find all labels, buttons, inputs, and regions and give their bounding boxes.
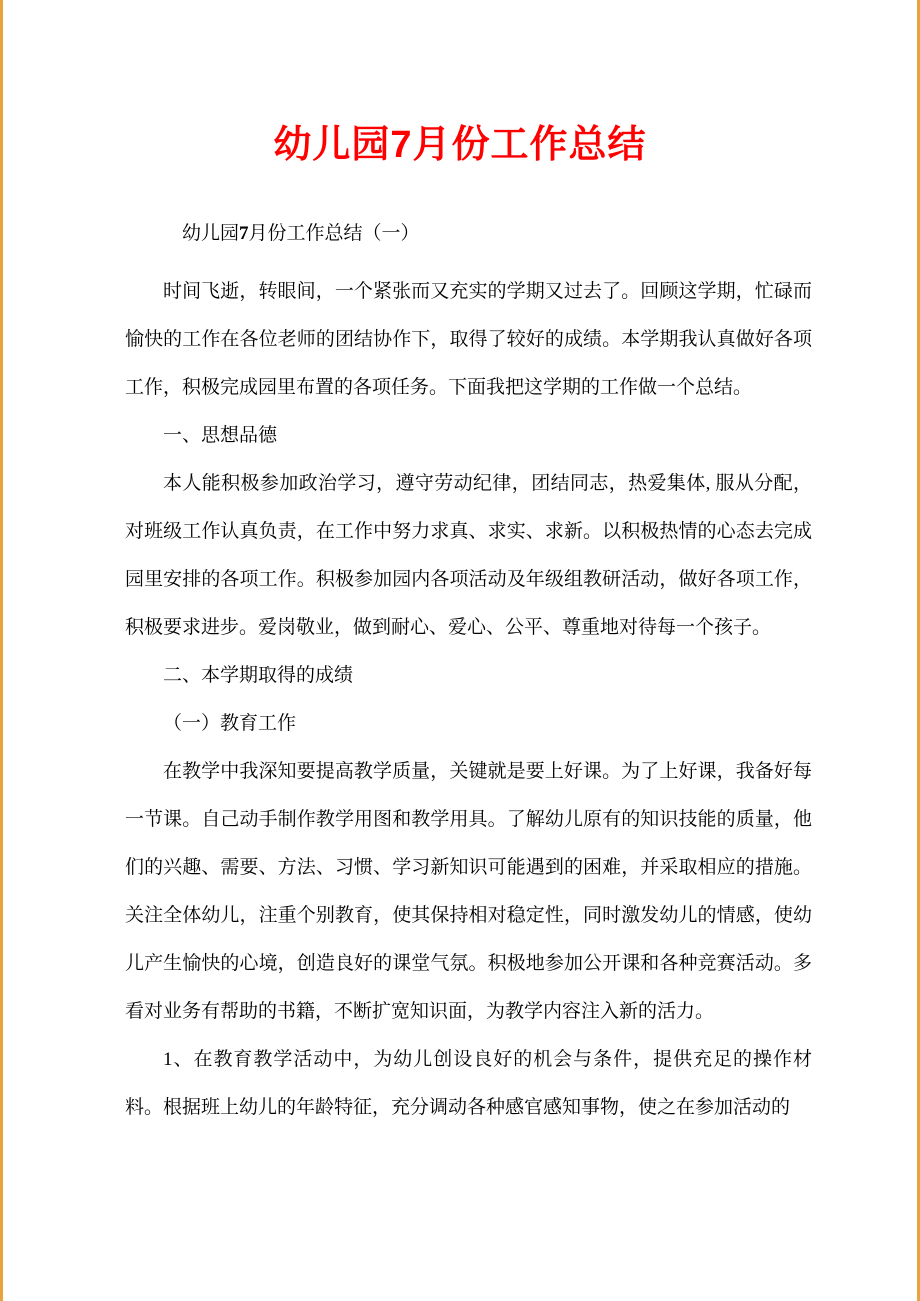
- subtitle-suffix: 月份工作总结（一）: [248, 223, 420, 244]
- page-border-left: [0, 0, 3, 1301]
- paragraph-intro: 时间飞逝，转眼间，一个紧张而又充实的学期又过去了。回顾这学期，忙碌而愉快的工作在各位老师的团结协作下，取得了较好的成绩。本学期我认真做好各项工作，积极完成园里布置的各项任务。下面我把这学期的工作做一个总结。: [125, 281, 812, 398]
- heading-section-2: 二、本学期取得的成绩: [163, 665, 354, 686]
- subtitle-prefix: 幼儿园: [182, 223, 240, 244]
- document-body: [125, 210, 812, 1132]
- paragraph-item-1: 1、在教育教学活动中，为幼儿创设良好的机会与条件，提供充足的操作材料。根据班上幼儿的年龄特征，充分调动各种感官感知事物，使之在参加活动的: [125, 1049, 812, 1118]
- paragraph-teaching: 在教学中我深知要提高教学质量，关键就是要上好课。为了上好课，我备好每一节课。自己动手制作教学用图和教学用具。了解幼儿原有的知识技能的质量，他们的兴趣、需要、方法、习惯、学习新知识可能遇到的困难，并采取相应的措施。关注全体幼儿，注重个别教育，使其保持相对稳定性，同时激发幼儿的情感，使幼儿产生愉快的心境，创造良好的课堂气氛。积极地参加公开课和各种竞赛活动。多看对业务有帮助的书籍，不断扩宽知识面，为教学内容注入新的活力。: [125, 761, 812, 1022]
- document-subtitle: [125, 210, 812, 258]
- heading-section-1: 一、思想品德: [163, 425, 278, 446]
- subtitle-number: 7: [239, 223, 249, 244]
- paragraph-ideology: 本人能积极参加政治学习，遵守劳动纪律，团结同志，热爱集体, 服从分配，对班级工作认真负责，在工作中努力求真、求实、求新。以积极热情的心态去完成园里安排的各项工作。积极参加园内各项活动及年级组教研活动，做好各项工作，积极要求进步。爱岗敬业，做到耐心、爱心、公平、尊重地对待每一个孩子。: [125, 473, 812, 638]
- heading-subsection-education: （一）教育工作: [163, 713, 297, 734]
- document-title: 幼儿园7月份工作总结: [273, 124, 647, 166]
